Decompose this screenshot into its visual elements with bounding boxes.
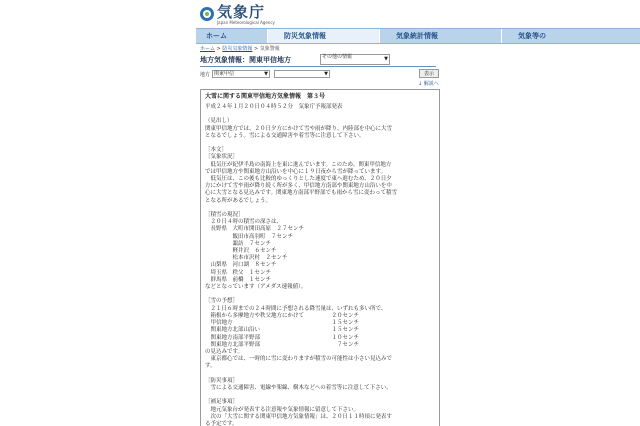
show-button[interactable]: 表示 [419,69,439,78]
page [196,0,640,426]
page-title: 地方気象情報：関東甲信地方 [200,54,436,67]
region-selector-row [200,69,436,79]
region-label: 地方 [200,71,211,78]
breadcrumb-disaster[interactable]: 防災気象情報 [222,46,253,52]
nav-more[interactable]: 気象等の [518,32,546,40]
nav-home[interactable]: ホーム [196,29,268,43]
document-title: 大雪に関する関東甲信地方気象情報 第３号 [205,93,326,100]
jma-emblem-icon [200,7,214,21]
logo-title: 気象庁 [217,3,266,21]
breadcrumb-separator: > [215,46,223,52]
region-select[interactable] [212,70,270,78]
global-nav [196,28,640,44]
chevron-down-icon: ▼ [264,71,269,77]
chevron-down-icon: ▼ [324,71,329,77]
chevron-down-icon: ▼ [384,56,388,62]
explain-link[interactable]: ↓ 解説へ [418,81,439,87]
document-body: 平成２４年１月２０日０４時５２分 気象庁予報部発表 （見出し） 関東甲信地方では、２０日夕方にかけて雪や雨が降り、内陸部を中心に大雪 となるでしょう。雪による交通障害や着雪等に注意して下さい。 ［本文］ ［気象状況］ 低気圧が紀伊半島の南海上を東に進んでいます。このため、関東甲信地方 では甲信地方や関東地方山沿いを中心に１９日夜から雪が降っています。 低気圧は、この後も比較的ゆっくりとした速度で東へ進むため、２０日夕 方にかけて雪や雨が降り続く所が多く、甲信地方南部や関東地方山沿いを中 心に大雪となる見込みです。関東地方南部平野部でも雨から雪に変わって積雪 となる所があるでしょう。 ［積雪の現況］ ２０日４時の積雪の深さは、 長野県 大町市開田高原 ２７センチ 飯田市高羽町 ７センチ 諏訪 ７センチ 軽井沢 ６センチ 松本市沢村 ２センチ 山梨県 河口湖 ８センチ 埼玉県 秩父 １センチ 群馬県 前橋 １センチ などとなっています（アメダス速報値）。 ［雪の予想］ ２１日６時までの２４時間に予想される降雪量は、いずれも多い所で、 箱根から多摩地方や秩父地方にかけて ２０センチ 甲信地方 １５センチ 関東地方北部山沿い １５センチ 関東地方南部平野部 １０センチ 関東地方北部平野部 ７センチ の見込みです。 東京都心では、一時的に雪に変わりますが積雪の可能性は小さい見込みで す。 ［防災事項］ 雪による交通障害、電線や架線、樹木などへの着雪等に注意して下さい。 ［補足事項］ 地元気象台が発表する注意報や気象情報に留意して下さい。 次の「大雪に関する関東甲信地方気象情報」は、２０日１１時頃に発表す る予定です。 [205,104,398,426]
logo-subtitle: Japan Meteorological Agency [217,20,275,25]
nav-statistics[interactable]: 気象統計情報 [380,29,502,43]
other-info-label: その他の情報 [322,54,353,60]
nav-disaster-info[interactable]: 防災気象情報 [268,29,380,43]
breadcrumb-current: 気象警報 [259,46,280,52]
breadcrumb [200,45,280,52]
region-select-value: 関東甲信 [214,71,235,77]
sub-region-select[interactable] [274,70,330,78]
breadcrumb-separator: > [252,46,260,52]
weather-info-panel [200,89,440,426]
breadcrumb-home[interactable]: ホーム [200,46,216,52]
jma-logo[interactable] [200,4,275,26]
other-info-select[interactable] [320,54,390,65]
